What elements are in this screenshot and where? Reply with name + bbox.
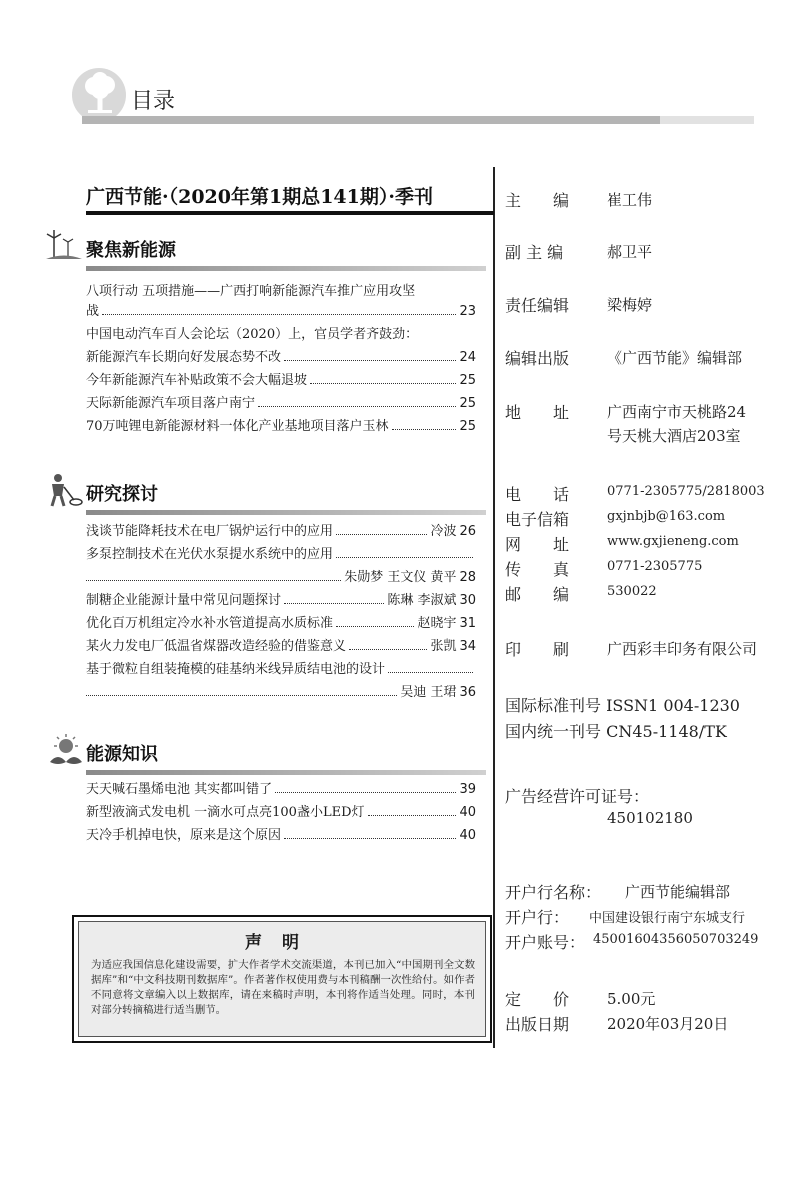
cn-line: 国内统一刊号 CN45-1148/TK <box>505 722 727 741</box>
toc-list-3 <box>86 780 476 846</box>
email-label: 电子信箱 <box>505 510 570 529</box>
toc-item[interactable]: 中国电动汽车百人会论坛（2020）上，官员学者齐鼓劲： <box>86 327 419 342</box>
toc-item[interactable]: 天冷手机掉电快，原来是这个原因 40 <box>86 828 476 843</box>
declaration-title: 声明 <box>245 933 319 953</box>
phone-label: 电 话 <box>505 485 570 504</box>
toc-item-cont[interactable]: 战 23 <box>86 304 476 319</box>
account-name-label: 开户行名称： <box>505 883 602 902</box>
toc-item[interactable]: 优化百万机组定冷水补水管道提高水质标准 赵晓宇 31 <box>86 616 476 631</box>
tree-icon <box>82 72 118 116</box>
editor-value: 崔工伟 <box>607 191 653 209</box>
section-rule <box>86 510 486 515</box>
declaration-inner <box>78 921 486 1037</box>
deputy-label: 副 主 编 <box>505 243 564 262</box>
account-no-value: 45001604356050703249 <box>593 932 759 947</box>
toc-item[interactable]: 基于微粒自组装掩模的硅基纳米线异质结电池的设计 <box>86 660 476 680</box>
publisher-value: 《广西节能》编辑部 <box>607 349 743 367</box>
address-line2: 号天桃大酒店203室 <box>607 427 741 445</box>
email-value: gxjnbjb@163.com <box>607 509 726 524</box>
section-title: 聚焦新能源 <box>86 240 176 261</box>
declaration-text: 为适应我国信息化建设需要，扩大作者学术交流渠道，本刊已加入“中国期刊全文数据库”和“中文科技期刊数据库”。作者著作权使用费与本刊稿酬一次性给付。如作者不同意将文章编入以上数据库，请在来稿时声明，本刊将作适当处理。同时，本刊对部分转摘稿进行适当删节。 <box>91 959 475 1016</box>
wind-turbine-icon <box>44 228 84 264</box>
section-rule <box>86 266 486 271</box>
pubdate-value: 2020年03月20日 <box>607 1015 729 1033</box>
printer-value: 广西彩丰印务有限公司 <box>607 640 758 658</box>
page-title: 目录 <box>131 89 176 114</box>
deputy-value: 郝卫平 <box>607 243 653 261</box>
price-label: 定 价 <box>505 990 570 1009</box>
declaration-box <box>72 915 492 1043</box>
publisher-label: 编辑出版 <box>505 349 570 368</box>
account-no-label: 开户账号： <box>505 933 586 952</box>
sun-leaf-icon <box>46 732 86 768</box>
phone-value: 0771-2305775/2818003 <box>607 484 765 499</box>
fax-label: 传 真 <box>505 560 570 579</box>
website-label: 网 址 <box>505 535 570 554</box>
bank-label: 开户行： <box>505 908 570 927</box>
toc-item[interactable]: 制糖企业能源计量中常见问题探讨 陈琳 李淑斌 30 <box>86 593 476 608</box>
postcode-label: 邮 编 <box>505 585 570 604</box>
toc-item[interactable]: 天天喊石墨烯电池 其实都叫错了 39 <box>86 782 476 797</box>
fax-value: 0771-2305775 <box>607 559 703 574</box>
toc-item[interactable]: 某火力发电厂低温省煤器改造经验的借鉴意义 张凯 34 <box>86 639 476 654</box>
toc-item[interactable]: 70万吨锂电新能源材料一体化产业基地项目落户玉林 25 <box>86 419 476 434</box>
toc-list-1 <box>86 282 476 437</box>
issn-line: 国际标准刊号 ISSN1 004-1230 <box>505 696 740 715</box>
ad-license-label: 广告经营许可证号： <box>505 787 650 806</box>
account-name-value: 广西节能编辑部 <box>625 883 731 901</box>
column-divider <box>493 167 495 1048</box>
researcher-icon <box>44 472 84 508</box>
toc-item-cont[interactable]: 朱勋梦 王文仪 黄平 28 <box>86 568 476 588</box>
issue-rule <box>86 211 494 215</box>
toc-item[interactable]: 新型液滴式发电机 一滴水可点亮100盏小LED灯 40 <box>86 805 476 820</box>
section-title: 研究探讨 <box>86 484 158 505</box>
editor-label: 主 编 <box>505 191 570 210</box>
bank-value: 中国建设银行南宁东城支行 <box>589 911 746 926</box>
address-label: 地 址 <box>505 403 570 422</box>
toc-item-cont[interactable]: 新能源汽车长期向好发展态势不改 24 <box>86 350 476 365</box>
price-value: 5.00元 <box>607 990 656 1008</box>
resp-editor-label: 责任编辑 <box>505 296 570 315</box>
toc-list-2 <box>86 522 476 703</box>
header-bar <box>82 116 754 124</box>
toc-item[interactable]: 八项行动 五项措施——广西打响新能源汽车推广应用攻坚 <box>86 284 416 299</box>
section-rule <box>86 770 486 775</box>
toc-item-cont[interactable]: 吴迪 王珺 36 <box>86 683 476 703</box>
ad-license-value: 450102180 <box>607 809 693 827</box>
address-line1: 广西南宁市天桃路24 <box>607 403 747 421</box>
issue-title: 广西节能·（2020年第1期总141期）·季刊 <box>86 186 433 208</box>
resp-editor-value: 梁梅婷 <box>607 296 653 314</box>
postcode-value: 530022 <box>607 584 657 599</box>
printer-label: 印 刷 <box>505 640 570 659</box>
pubdate-label: 出版日期 <box>505 1015 570 1034</box>
toc-item[interactable]: 今年新能源汽车补贴政策不会大幅退坡 25 <box>86 373 476 388</box>
website-value: www.gxjieneng.com <box>607 534 739 549</box>
header-bar-end <box>660 116 754 124</box>
toc-item[interactable]: 浅谈节能降耗技术在电厂锅炉运行中的应用 冷波 26 <box>86 524 476 539</box>
section-title: 能源知识 <box>86 744 158 765</box>
toc-item[interactable]: 天际新能源汽车项目落户南宁 25 <box>86 396 476 411</box>
toc-item[interactable]: 多泵控制技术在光伏水泵提水系统中的应用 <box>86 545 476 565</box>
